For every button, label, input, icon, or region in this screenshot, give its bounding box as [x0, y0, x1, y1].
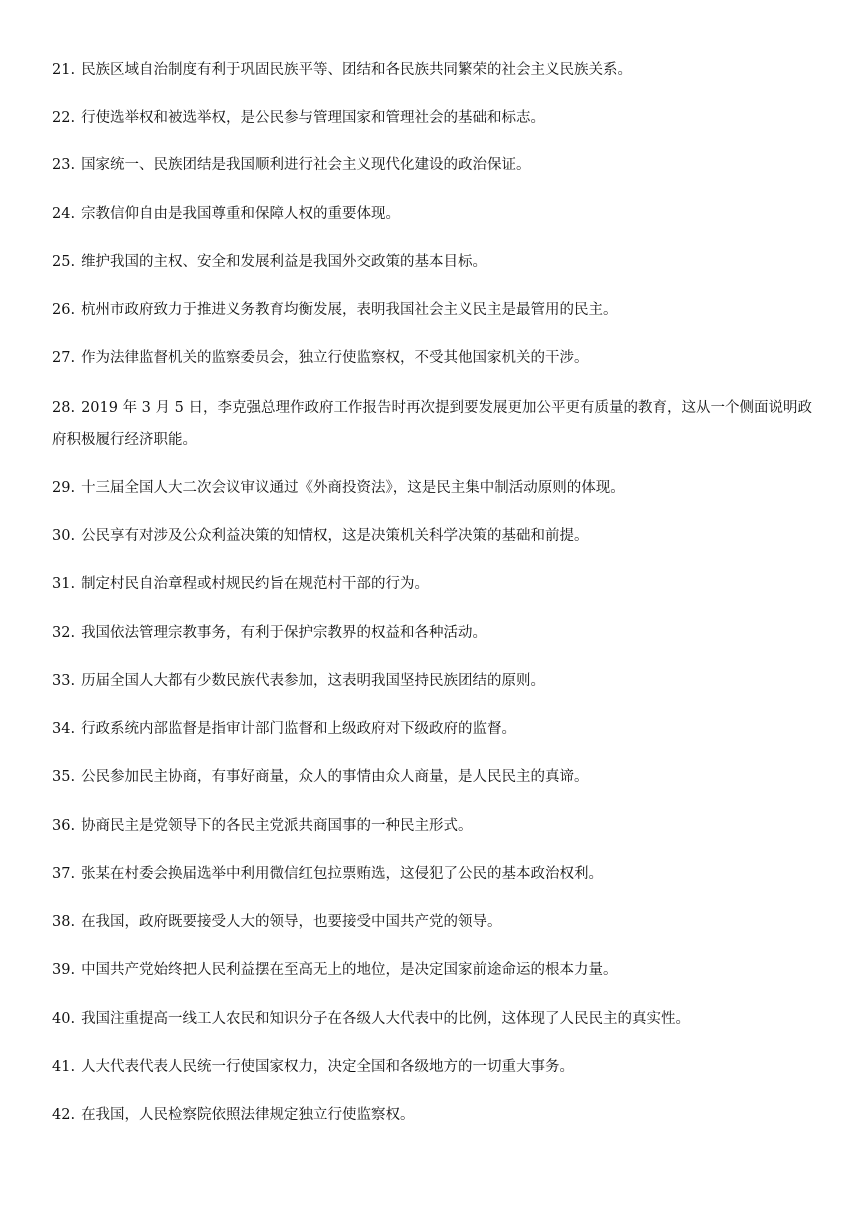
list-item: [52, 570, 812, 598]
list-item: [52, 763, 812, 791]
item-text: 2019 年 3 月 5 日，李克强总理作政府工作报告时再次提到要发展更加公平更有质量的教育，这从一个侧面说明政府积极履行经济职能。: [52, 400, 812, 448]
item-text: 历届全国人大都有少数民族代表参加，这表明我国坚持民族团结的原则。: [81, 673, 546, 689]
item-text: 在我国，政府既要接受人大的领导，也要接受中国共产党的领导。: [81, 914, 502, 930]
item-text: 我国依法管理宗教事务，有利于保护宗教界的权益和各种活动。: [81, 625, 488, 641]
list-item: [52, 1005, 812, 1033]
item-number: 26.: [52, 302, 76, 318]
item-text: 张某在村委会换届选举中利用微信红包拉票贿选，这侵犯了公民的基本政治权利。: [81, 866, 604, 882]
item-text: 在我国，人民检察院依照法律规定独立行使监察权。: [81, 1107, 415, 1123]
item-number: 32.: [52, 625, 76, 641]
list-item: [52, 522, 812, 550]
item-number: 21.: [52, 62, 76, 78]
item-number: 39.: [52, 962, 76, 978]
item-number: 38.: [52, 914, 76, 930]
list-item: [52, 956, 812, 984]
item-number: 34.: [52, 721, 76, 737]
item-number: 35.: [52, 769, 76, 785]
item-text: 我国注重提高一线工人农民和知识分子在各级人大代表中的比例，这体现了人民民主的真实性。: [81, 1011, 691, 1027]
item-number: 29.: [52, 480, 76, 496]
list-item: [52, 1101, 812, 1129]
list-item: [52, 104, 812, 132]
item-number: 28.: [52, 400, 76, 416]
item-text: 制定村民自治章程或村规民约旨在规范村干部的行为。: [81, 576, 430, 592]
list-item: [52, 667, 812, 695]
item-number: 25.: [52, 254, 76, 270]
item-number: 30.: [52, 528, 76, 544]
item-number: 40.: [52, 1011, 76, 1027]
item-text: 维护我国的主权、安全和发展利益是我国外交政策的基本目标。: [81, 254, 488, 270]
list-item: [52, 151, 812, 179]
item-number: 41.: [52, 1059, 76, 1075]
list-item: [52, 344, 812, 372]
item-text: 行使选举权和被选举权，是公民参与管理国家和管理社会的基础和标志。: [81, 110, 546, 126]
list-item: [52, 619, 812, 647]
item-text: 公民参加民主协商，有事好商量，众人的事情由众人商量，是人民民主的真谛。: [81, 769, 589, 785]
item-text: 行政系统内部监督是指审计部门监督和上级政府对下级政府的监督。: [81, 721, 517, 737]
list-item: [52, 474, 812, 502]
item-number: 33.: [52, 673, 76, 689]
list-item: [52, 56, 812, 84]
list-item: [52, 1053, 812, 1081]
item-text: 宗教信仰自由是我国尊重和保障人权的重要体现。: [81, 206, 401, 222]
item-number: 31.: [52, 576, 76, 592]
item-text: 人大代表代表人民统一行使国家权力，决定全国和各级地方的一切重大事务。: [81, 1059, 575, 1075]
list-item: [52, 860, 812, 888]
list-item: [52, 715, 812, 743]
list-item: [52, 908, 812, 936]
item-text: 作为法律监督机关的监察委员会，独立行使监察权，不受其他国家机关的干涉。: [81, 350, 589, 366]
item-text: 民族区域自治制度有利于巩固民族平等、团结和各民族共同繁荣的社会主义民族关系。: [81, 62, 633, 78]
list-item: [52, 812, 812, 840]
item-number: 24.: [52, 206, 76, 222]
item-number: 37.: [52, 866, 76, 882]
item-text: 协商民主是党领导下的各民主党派共商国事的一种民主形式。: [81, 818, 473, 834]
list-item: [52, 200, 812, 228]
item-text: 十三届全国人大二次会议审议通过《外商投资法》，这是民主集中制活动原则的体现。: [81, 480, 625, 496]
item-number: 23.: [52, 157, 76, 173]
item-text: 国家统一、民族团结是我国顺利进行社会主义现代化建设的政治保证。: [81, 157, 531, 173]
item-text: 中国共产党始终把人民利益摆在至高无上的地位，是决定国家前途命运的根本力量。: [81, 962, 618, 978]
item-number: 27.: [52, 350, 76, 366]
list-item: [52, 392, 812, 456]
item-text: 公民享有对涉及公众利益决策的知情权，这是决策机关科学决策的基础和前提。: [81, 528, 589, 544]
item-number: 36.: [52, 818, 76, 834]
item-number: 42.: [52, 1107, 76, 1123]
item-number: 22.: [52, 110, 76, 126]
list-item: [52, 248, 812, 276]
list-item: [52, 296, 812, 324]
item-text: 杭州市政府致力于推进义务教育均衡发展，表明我国社会主义民主是最管用的民主。: [81, 302, 618, 318]
